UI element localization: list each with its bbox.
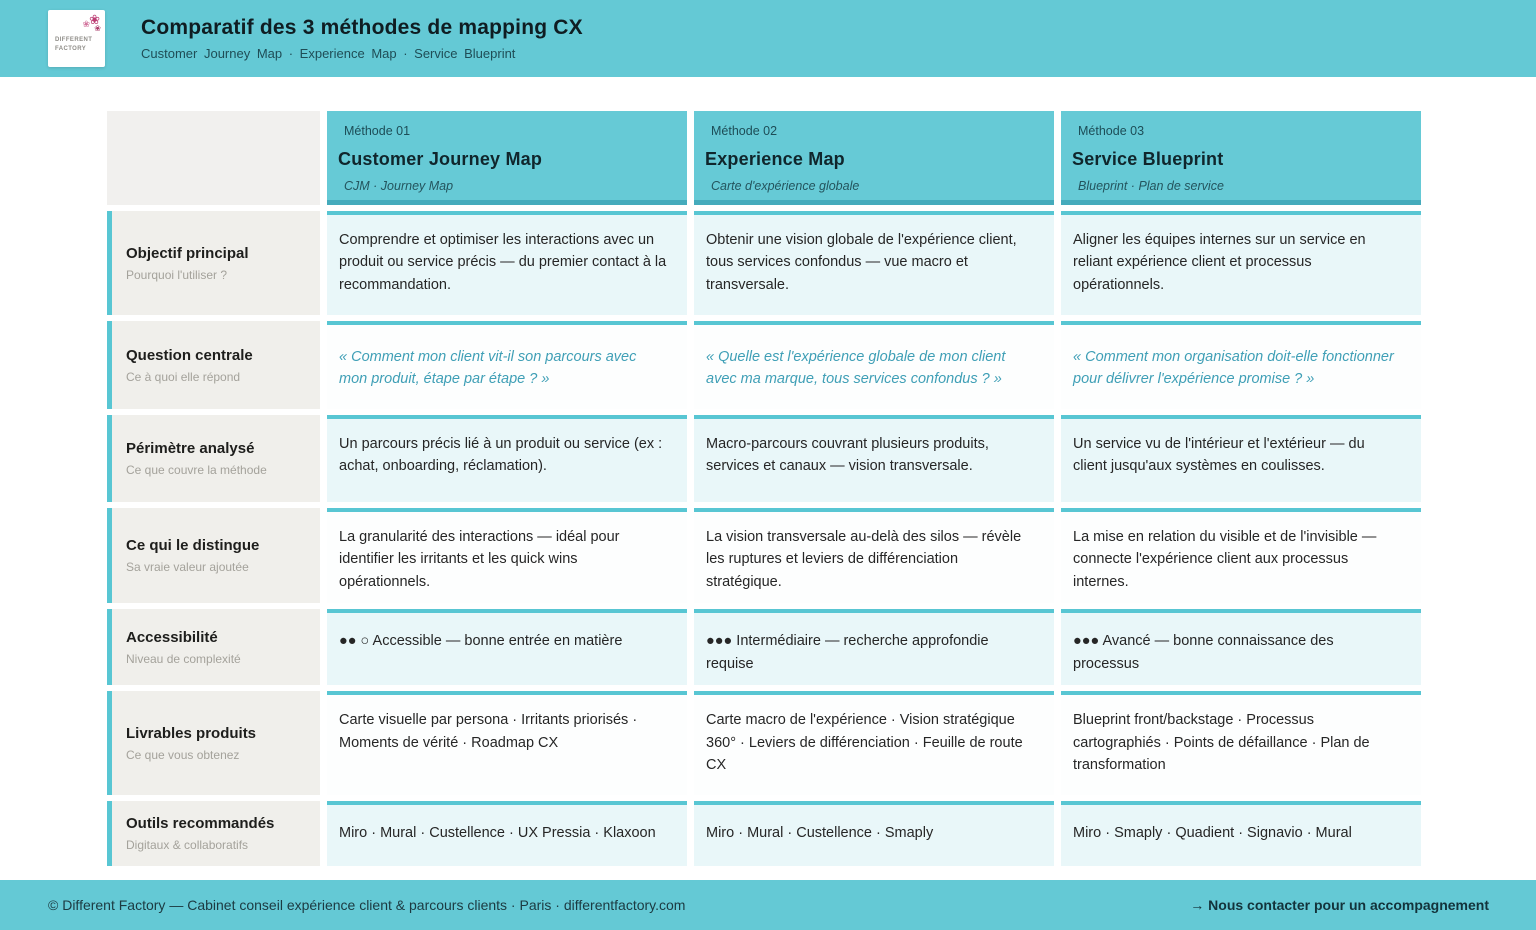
table-cell: Blueprint front/backstage · Processus cartographiés · Points de défaillance · Plan de transformation [1061,691,1421,795]
row-label-cell [107,508,320,603]
table-row [107,801,1421,866]
flower-icon: ❀ [82,19,90,29]
row-label-cell [107,691,320,795]
table-cell: « Quelle est l'expérience globale de mon client avec ma marque, tous services confondus ? » [694,321,1054,409]
table-row [107,691,1421,795]
logo-line1: DIFFERENT [55,37,93,43]
table-row [107,609,1421,685]
row-sublabel: Ce à quoi elle répond [126,369,241,384]
row-sublabel: Pourquoi l'utiliser ? [126,267,228,282]
method-number: Méthode 02 [711,124,778,138]
table-cell: Macro-parcours couvrant plusieurs produits, services et canaux — vision transversale. [694,415,1054,502]
table-rows [107,211,1421,866]
table-cell: Miro · Smaply · Quadient · Signavio · Mural [1061,801,1421,866]
table-cell: « Comment mon organisation doit-elle fonctionner pour délivrer l'expérience promise ? » [1061,321,1421,409]
contact-cta[interactable]: → Nous contacter pour un accompagnement [1190,897,1489,913]
method-name: Customer Journey Map [338,149,543,169]
corner-cell [107,111,320,205]
table-cell: ●● ○ Accessible — bonne entrée en matière [327,609,687,685]
row-label-cell [107,609,320,685]
page-subtitle: Customer Journey Map · Experience Map · Service Blueprint [141,46,516,61]
table-cell: Un parcours précis lié à un produit ou service (ex : achat, onboarding, réclamation). [327,415,687,502]
table-cell: ●●● Avancé — bonne connaissance des processus [1061,609,1421,685]
method-number: Méthode 01 [344,124,411,138]
table-cell: Un service vu de l'intérieur et l'extérieur — du client jusqu'aux systèmes en coulisses. [1061,415,1421,502]
row-label-cell [107,415,320,502]
row-label: Outils recommandés [126,815,275,833]
logo-wordmark [55,36,92,53]
row-label: Accessibilité [126,628,218,646]
row-sublabel: Ce que vous obtenez [126,747,240,762]
table-row [107,211,1421,315]
method-name: Service Blueprint [1072,149,1224,169]
table-cell: Carte macro de l'expérience · Vision stratégique 360° · Leviers de différenciation · Feuille de route CX [694,691,1054,795]
flower-icon: ❀ [94,24,101,33]
table-cell: Miro · Mural · Custellence · Smaply [694,801,1054,866]
table-cell: La mise en relation du visible et de l'invisible — connecte l'expérience client aux processus internes. [1061,508,1421,603]
page-title: Comparatif des 3 méthodes de mapping CX [141,16,583,39]
footer-bar [0,880,1536,930]
table-cell: « Comment mon client vit-il son parcours avec mon produit, étape par étape ? » [327,321,687,409]
row-label-cell [107,211,320,315]
table-cell: Comprendre et optimiser les interactions avec un produit ou service précis — du premier contact à la recommandation. [327,211,687,315]
table-cell: La vision transversale au-delà des silos — révèle les ruptures et leviers de différenciation stratégique. [694,508,1054,603]
top-bar [0,0,1536,77]
row-sublabel: Digitaux & collaboratifs [126,838,249,853]
row-label: Livrables produits [126,724,257,742]
method-number: Méthode 03 [1078,124,1145,138]
flower-icon: ❀ [89,12,100,27]
row-label: Périmètre analysé [126,440,255,457]
row-label: Question centrale [126,346,253,364]
table-header-row [107,111,1421,205]
table-row [107,415,1421,502]
method-name: Experience Map [705,149,845,169]
table-cell: Miro · Mural · Custellence · UX Pressia · Klaxoon [327,801,687,866]
table-cell: Obtenir une vision globale de l'expérience client, tous services confondus — vue macro et transversale. [694,211,1054,315]
row-label: Objectif principal [126,244,249,262]
row-label-cell [107,321,320,409]
method-tagline: CJM · Journey Map [344,179,454,193]
column-header-experience-map [694,111,1054,205]
table-cell: Aligner les équipes internes sur un service en reliant expérience client et processus opérationnels. [1061,211,1421,315]
logo-line2: FACTORY [55,45,87,52]
table-cell: ●●● Intermédiaire — recherche approfondie requise [694,609,1054,685]
table-row [107,508,1421,603]
column-header-service-blueprint [1061,111,1421,205]
footer-credit: © Different Factory — Cabinet conseil expérience client & parcours clients · Paris · differentfactory.com [48,897,686,913]
column-header-customer-journey-map [327,111,687,205]
row-sublabel: Sa vraie valeur ajoutée [126,560,249,575]
company-logo [48,10,105,67]
row-label: Ce qui le distingue [126,537,260,555]
row-sublabel: Ce que couvre la méthode [126,463,267,477]
table-cell: La granularité des interactions — idéal pour identifier les irritants et les quick wins opérationnels. [327,508,687,603]
flower-logo-icon [76,12,102,38]
row-label-cell [107,801,320,866]
row-sublabel: Niveau de complexité [126,651,241,666]
table-cell: Carte visuelle par persona · Irritants priorisés · Moments de vérité · Roadmap CX [327,691,687,795]
comparison-table [107,111,1421,872]
method-tagline: Blueprint · Plan de service [1078,179,1224,193]
table-row [107,321,1421,409]
method-tagline: Carte d'expérience globale [711,179,860,193]
